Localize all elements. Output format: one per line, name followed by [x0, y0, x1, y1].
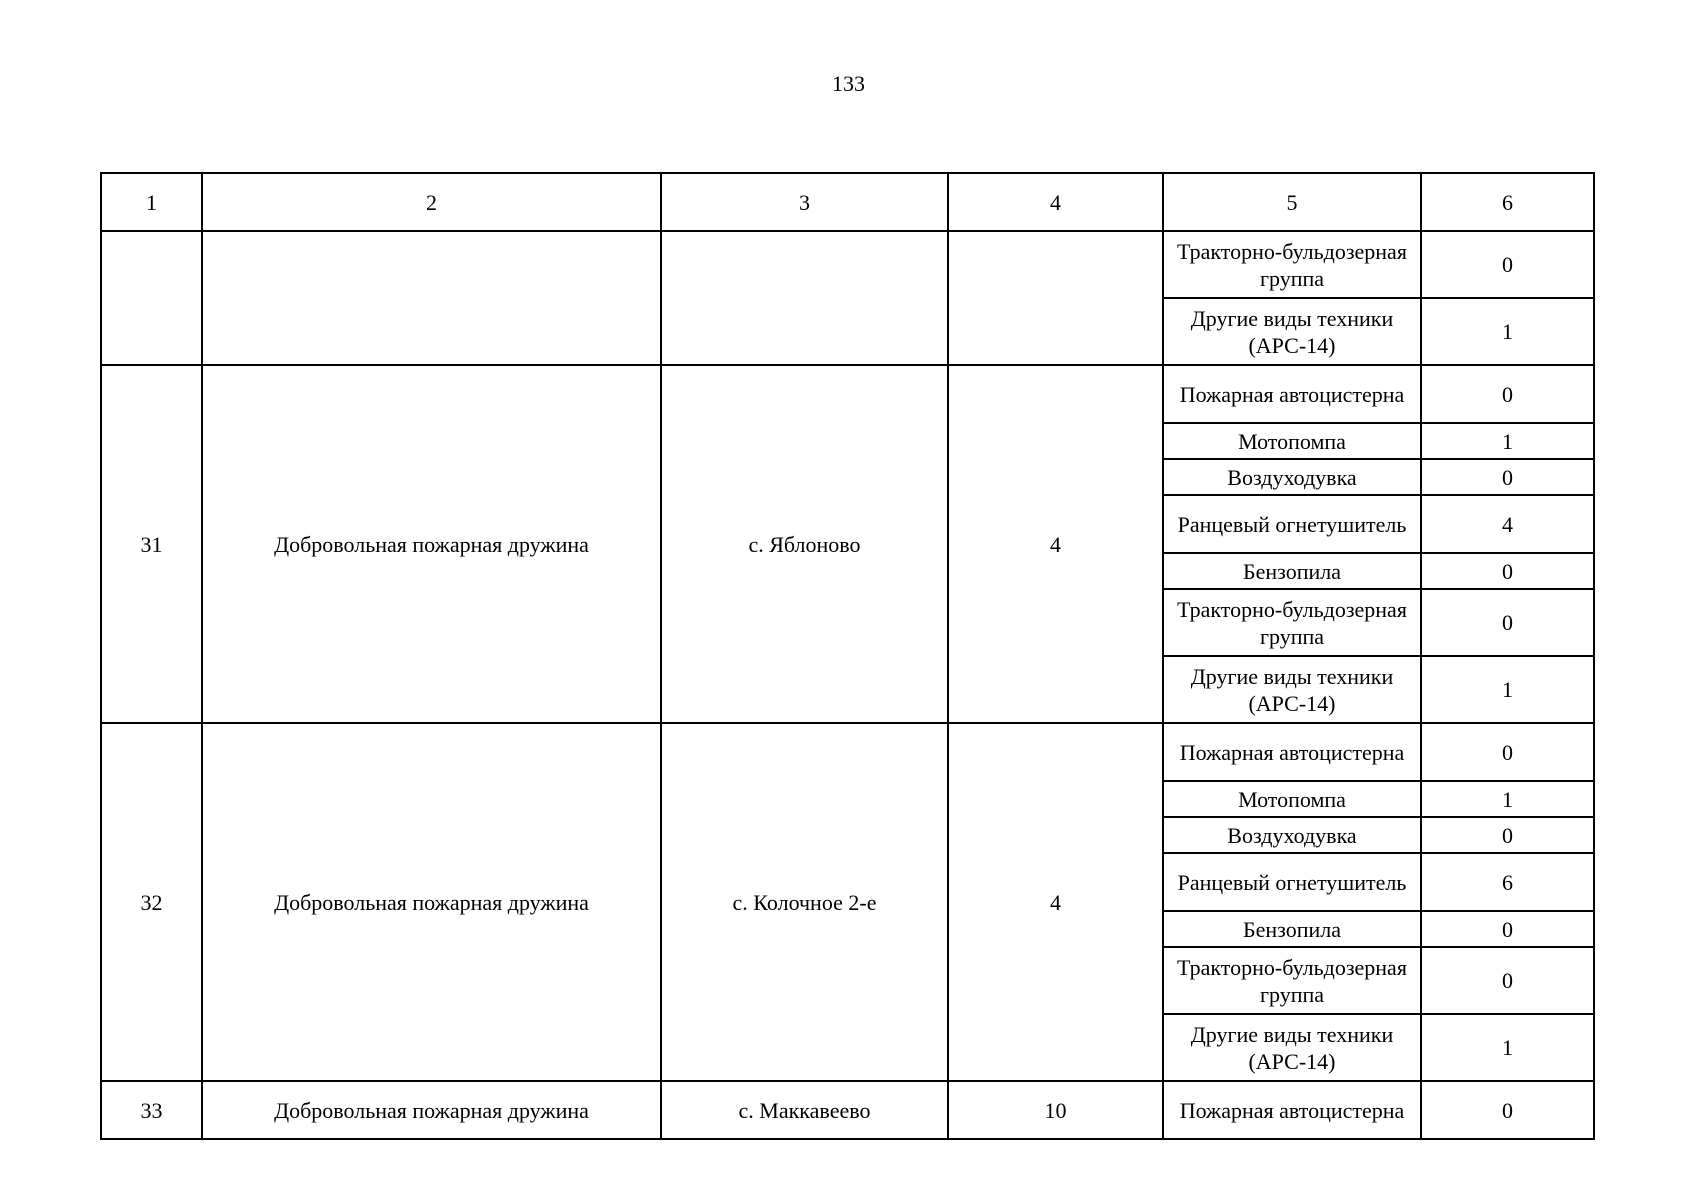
equipment-count: 4 — [1421, 495, 1594, 553]
header-row — [101, 173, 1594, 231]
equipment-name: Пожарная автоцистерна — [1163, 723, 1421, 781]
header-cell: 3 — [661, 173, 948, 231]
location: с. Яблоново — [661, 365, 948, 723]
empty-cell — [661, 231, 948, 365]
equipment-name: Пожарная автоцистерна — [1163, 365, 1421, 423]
equipment-name: Тракторно-бульдозерная группа — [1163, 947, 1421, 1014]
equipment-count: 0 — [1421, 365, 1594, 423]
equipment-count: 0 — [1421, 911, 1594, 947]
staff-count: 10 — [948, 1081, 1163, 1139]
organization-name: Добровольная пожарная дружина — [202, 365, 661, 723]
header-cell: 1 — [101, 173, 202, 231]
header-cell: 5 — [1163, 173, 1421, 231]
header-cell: 2 — [202, 173, 661, 231]
row-number: 31 — [101, 365, 202, 723]
organization-name: Добровольная пожарная дружина — [202, 723, 661, 1081]
location: с. Маккавеево — [661, 1081, 948, 1139]
equipment-name: Тракторно-бульдозерная группа — [1163, 231, 1421, 298]
equipment-count: 0 — [1421, 553, 1594, 589]
equipment-count: 0 — [1421, 589, 1594, 656]
equipment-count: 0 — [1421, 947, 1594, 1014]
equipment-name: Ранцевый огнетушитель — [1163, 495, 1421, 553]
staff-count: 4 — [948, 723, 1163, 1081]
empty-cell — [202, 231, 661, 365]
staff-count: 4 — [948, 365, 1163, 723]
equipment-name: Воздуходувка — [1163, 459, 1421, 495]
equipment-name: Тракторно-бульдозерная группа — [1163, 589, 1421, 656]
equipment-name: Мотопомпа — [1163, 781, 1421, 817]
equipment-count: 0 — [1421, 231, 1594, 298]
organization-name: Добровольная пожарная дружина — [202, 1081, 661, 1139]
equipment-count: 0 — [1421, 723, 1594, 781]
equipment-name: Ранцевый огнетушитель — [1163, 853, 1421, 911]
table-row — [101, 1081, 1594, 1139]
header-cell: 6 — [1421, 173, 1594, 231]
equipment-name: Пожарная автоцистерна — [1163, 1081, 1421, 1139]
table-row — [101, 231, 1594, 298]
equipment-name: Другие виды техники (АРС-14) — [1163, 656, 1421, 723]
equipment-name: Бензопила — [1163, 911, 1421, 947]
row-number: 33 — [101, 1081, 202, 1139]
equipment-table — [100, 172, 1595, 1140]
equipment-count: 6 — [1421, 853, 1594, 911]
equipment-count: 0 — [1421, 1081, 1594, 1139]
empty-cell — [948, 231, 1163, 365]
equipment-name: Воздуходувка — [1163, 817, 1421, 853]
equipment-count: 1 — [1421, 1014, 1594, 1081]
equipment-name: Бензопила — [1163, 553, 1421, 589]
equipment-count: 1 — [1421, 298, 1594, 365]
header-cell: 4 — [948, 173, 1163, 231]
row-number: 32 — [101, 723, 202, 1081]
equipment-count: 0 — [1421, 459, 1594, 495]
equipment-name: Другие виды техники (АРС-14) — [1163, 298, 1421, 365]
equipment-name: Мотопомпа — [1163, 423, 1421, 459]
equipment-count: 1 — [1421, 781, 1594, 817]
equipment-name: Другие виды техники (АРС-14) — [1163, 1014, 1421, 1081]
equipment-count: 1 — [1421, 656, 1594, 723]
table-row — [101, 723, 1594, 781]
table-row — [101, 365, 1594, 423]
empty-cell — [101, 231, 202, 365]
equipment-count: 0 — [1421, 817, 1594, 853]
equipment-count: 1 — [1421, 423, 1594, 459]
location: с. Колочное 2-е — [661, 723, 948, 1081]
page-number: 133 — [832, 71, 865, 96]
